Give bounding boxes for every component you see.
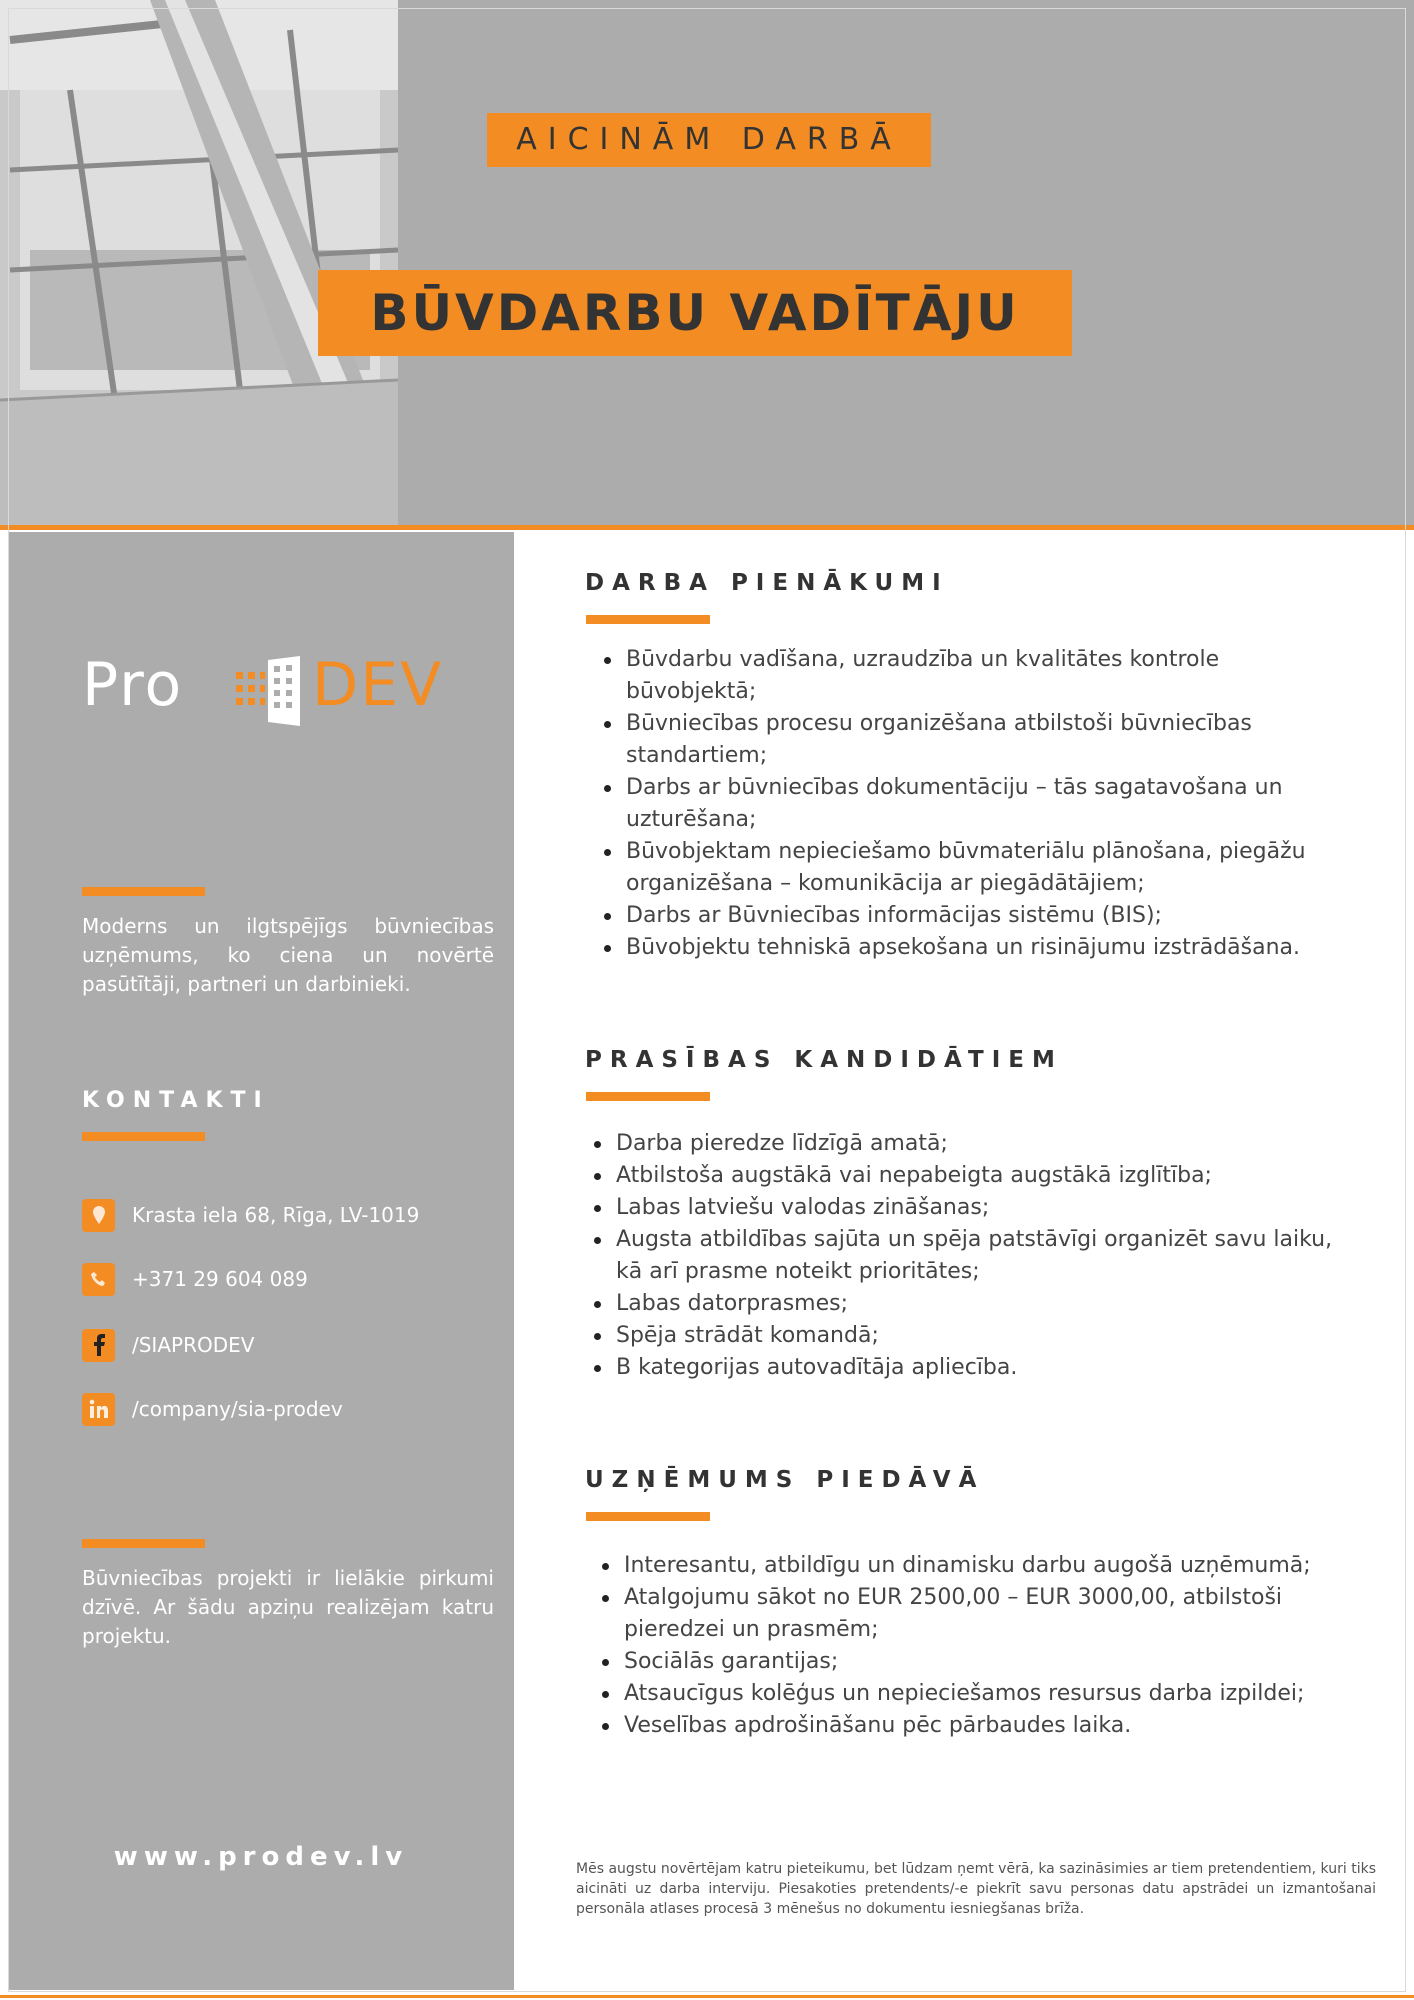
list-item: Būvdarbu vadīšana, uzraudzība un kvalitātes kontrole būvobjektā; xyxy=(596,644,1356,708)
list-item: B kategorijas autovadītāja apliecība. xyxy=(586,1352,1346,1384)
list-item: Darbs ar Būvniecības informācijas sistēmu (BIS); xyxy=(596,900,1356,932)
logo-building-icon xyxy=(234,656,306,726)
website-link[interactable]: www.prodev.lv xyxy=(113,1842,409,1872)
accent-bar xyxy=(586,1092,710,1101)
contact-phone-text[interactable]: +371 29 604 089 xyxy=(132,1267,308,1291)
accent-bar xyxy=(586,1512,710,1521)
contact-address-text: Krasta iela 68, Rīga, LV-1019 xyxy=(132,1203,420,1227)
contacts-heading: KONTAKTI xyxy=(82,1088,270,1113)
hero-tag: AICINĀM DARBĀ xyxy=(487,113,931,167)
phone-icon xyxy=(82,1263,115,1296)
company-motto: Būvniecības projekti ir lielākie pirkumi dzīvē. Ar šādu apziņu realizējam katru projektu. xyxy=(82,1566,494,1648)
list-item: Labas latviešu valodas zināšanas; xyxy=(586,1192,1346,1224)
sidebar xyxy=(8,532,514,1990)
offer-list xyxy=(594,1550,1354,1742)
building-photo xyxy=(0,0,398,525)
facebook-icon xyxy=(82,1329,115,1362)
list-item: Atsaucīgus kolēģus un nepieciešamos resursus darba izpildei; xyxy=(594,1678,1354,1710)
list-item: Būvobjektu tehniskā apsekošana un risinājumu izstrādāšana. xyxy=(596,932,1356,964)
accent-bar xyxy=(82,887,205,896)
contact-linkedin-text[interactable]: /company/sia-prodev xyxy=(132,1397,343,1421)
list-item: Spēja strādāt komandā; xyxy=(586,1320,1346,1352)
offer-title: UZŅĒMUMS PIEDĀVĀ xyxy=(585,1467,985,1493)
list-item: Augsta atbildības sajūta un spēja patstāvīgi organizēt savu laiku, kā arī prasme noteikt prioritātes; xyxy=(586,1224,1346,1288)
list-item: Veselības apdrošināšanu pēc pārbaudes laika. xyxy=(594,1710,1354,1742)
accent-bar xyxy=(586,615,710,624)
list-item: Darbs ar būvniecības dokumentāciju – tās sagatavošana un uzturēšana; xyxy=(596,772,1356,836)
company-logo xyxy=(82,650,482,730)
duties-title: DARBA PIENĀKUMI xyxy=(585,570,949,596)
contact-facebook[interactable] xyxy=(82,1328,254,1362)
list-item: Darba pieredze līdzīgā amatā; xyxy=(586,1128,1346,1160)
contact-facebook-text[interactable]: /SIAPRODEV xyxy=(132,1333,255,1357)
list-item: Interesantu, atbildīgu un dinamisku darbu augošā uzņēmumā; xyxy=(594,1550,1354,1582)
accent-bar xyxy=(82,1132,205,1141)
list-item: Sociālās garantijas; xyxy=(594,1646,1354,1678)
location-pin-icon xyxy=(82,1199,115,1232)
hero-title: BŪVDARBU VADĪTĀJU xyxy=(318,270,1072,356)
contact-phone[interactable] xyxy=(82,1262,308,1296)
contact-linkedin[interactable] xyxy=(82,1392,343,1426)
list-item: Atbilstoša augstākā vai nepabeigta augstākā izglītība; xyxy=(586,1160,1346,1192)
privacy-footnote: Mēs augstu novērtējam katru pieteikumu, bet lūdzam ņemt vērā, ka sazināsimies ar tiem pretendentiem, kuri tiks aicināti uz darba interviju. Piesakoties pretendents/-e piekrīt savu personas datu apstrādei un izmantošanai personāla atlases procesā 3 mēnešus no dokumentu iesniegšanas brīža. xyxy=(576,1861,1376,1917)
logo-left-text: Pro xyxy=(82,650,184,720)
list-item: Atalgojumu sākot no EUR 2500,00 – EUR 3000,00, atbilstoši pieredzei un prasmēm; xyxy=(594,1582,1354,1646)
company-intro: Moderns un ilgtspējīgs būvniecības uzņēmums, ko ciena un novērtē pasūtītāji, partneri un darbinieki. xyxy=(82,914,494,996)
footer-divider xyxy=(0,1995,1414,1998)
duties-list xyxy=(596,644,1356,964)
list-item: Būvniecības procesu organizēšana atbilstoši būvniecības standartiem; xyxy=(596,708,1356,772)
header-divider xyxy=(0,525,1414,530)
contact-address xyxy=(82,1198,419,1232)
requirements-list xyxy=(586,1128,1346,1384)
accent-bar xyxy=(82,1539,205,1548)
requirements-title: PRASĪBAS KANDIDĀTIEM xyxy=(585,1047,1063,1073)
logo-right-text: DEV xyxy=(312,650,444,720)
list-item: Būvobjektam nepieciešamo būvmateriālu plānošana, piegāžu organizēšana – komunikācija ar piegādātājiem; xyxy=(596,836,1356,900)
list-item: Labas datorprasmes; xyxy=(586,1288,1346,1320)
linkedin-icon xyxy=(82,1393,115,1426)
